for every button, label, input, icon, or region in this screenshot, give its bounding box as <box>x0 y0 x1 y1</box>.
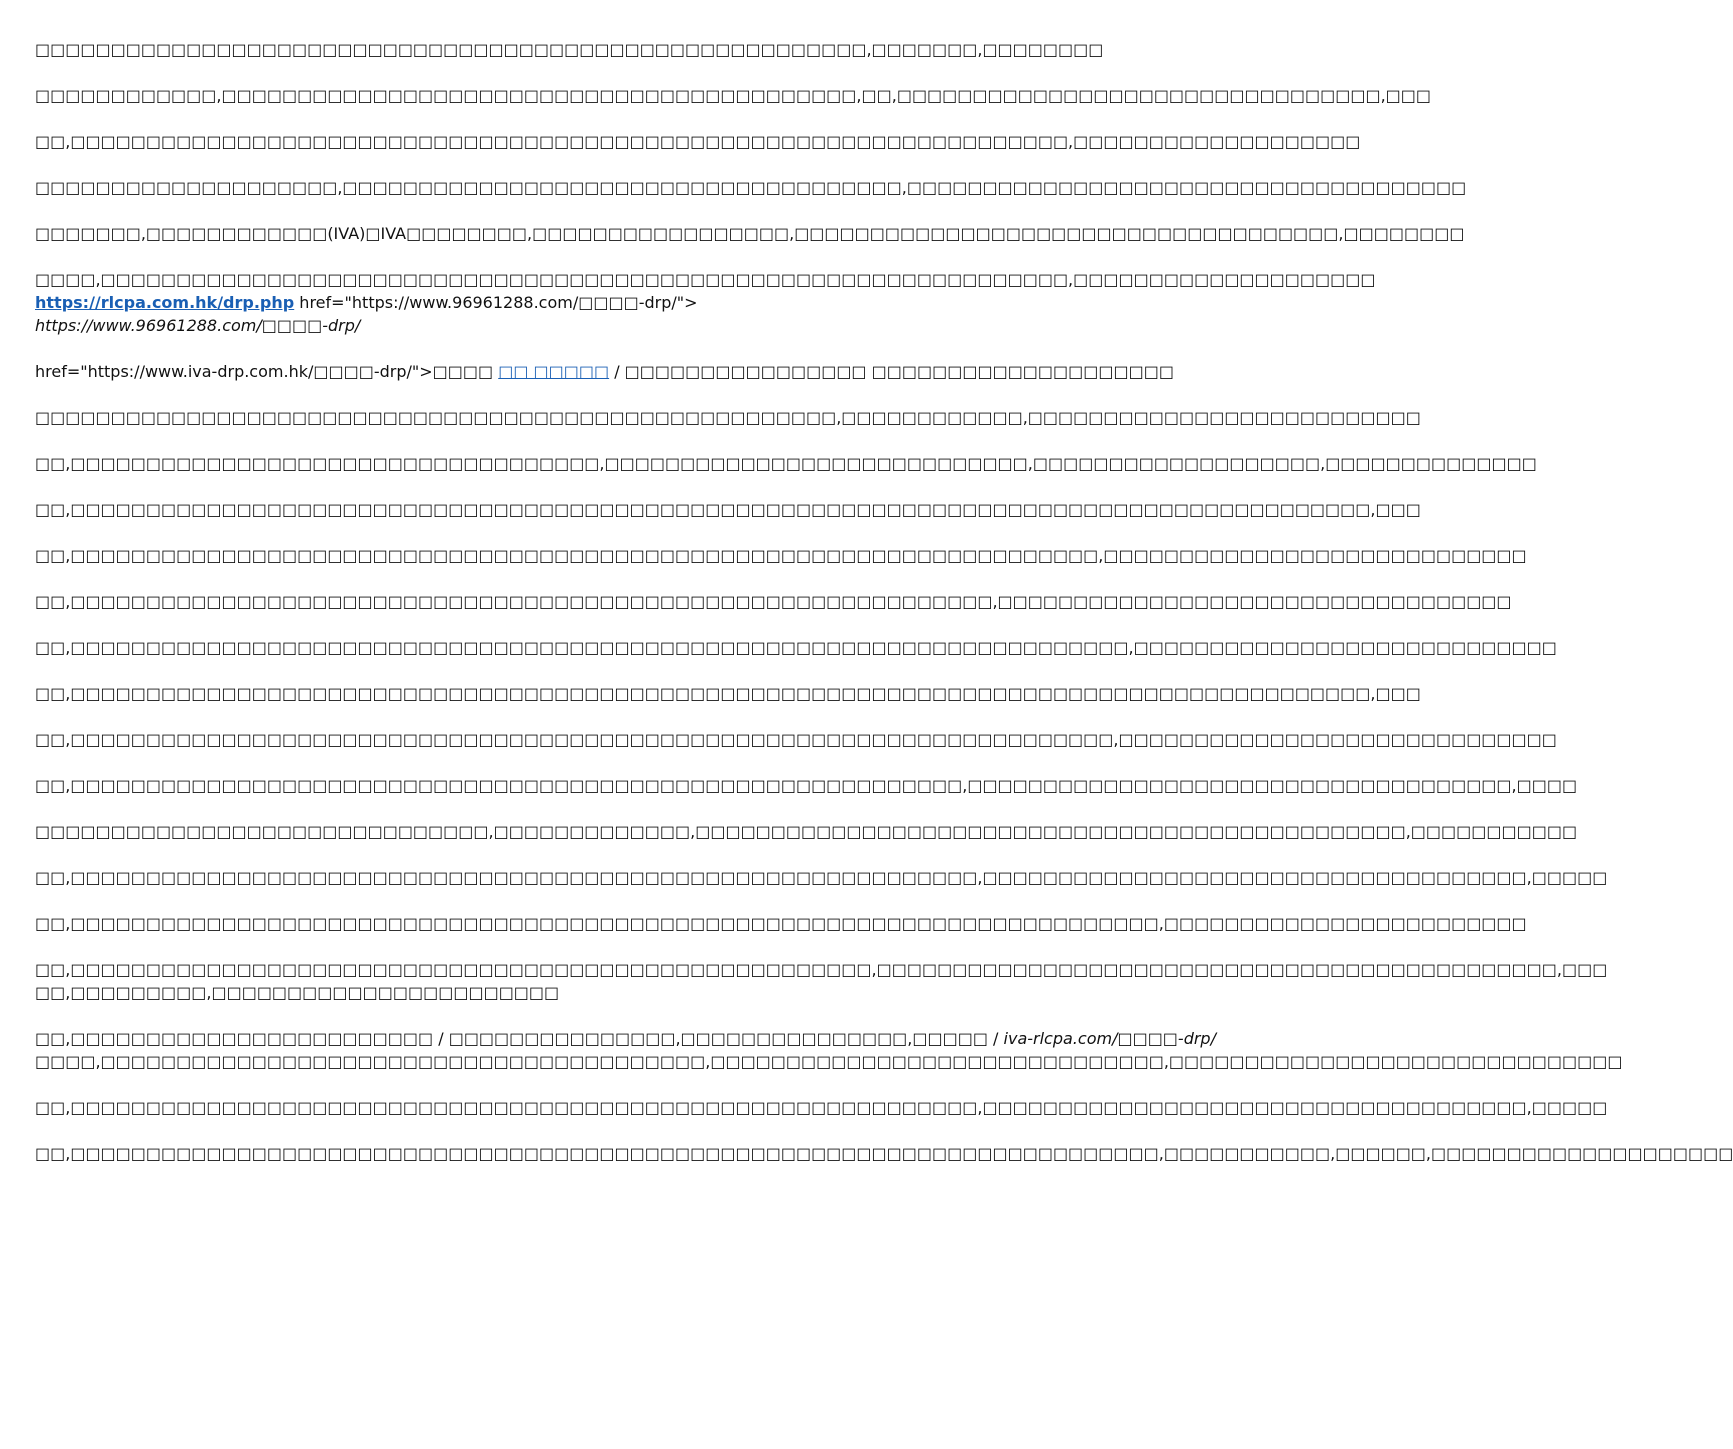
paragraph: □□□□□□□□□□□□□□□□□□□□,□□□□□□□□□□□□□□□□□□□□□□□□□□□□□□□□□□□□□,□□□□□□□□□□□□□□□□□□□□□□□□□□□□□□□□□□□□□ <box>35 178 1467 197</box>
paragraph: □□,□□□□□□□□□□□□□□□□□□□□□□□□□□□□□□□□□□□□□□□□□□□□□□□□□□□□□□□□□□□□□□□□□□□□□□□□□□□□□□□□□□□□□□,□□□ <box>35 684 1421 703</box>
line-prefix: □□,□□□□□□□□□□□□□□□□□□□□□□□□ / □□□□□□□□□□□□□□□,□□□□□□□□□□□□□□□,□□□□□ / <box>35 1029 1004 1048</box>
paragraph: □□,□□□□□□□□□□□□□□□□□□□□□□□□□□□□□□□□□□□□□□□□□□□□□□□□□□□□□□□□□□□□□□□□□□□□□□□□,□□□□□□□□□□□,□□□□□□,□□□□□□□□□□□□□□□□□□□□ <box>35 1144 1733 1163</box>
href-suffix: / □□□□□□□□□□□□□□□□ □□□□□□□□□□□□□□□□□□□□ <box>609 362 1174 381</box>
paragraph: □□,□□□□□□□□□□□□□□□□□□□□□□□□□□□□□□□□□□□□□□□□□□□□□□□□□□□□□□□□□□□,□□□□□□□□□□□□□□□□□□□□□□□□□□□□□□□□□□□□,□□□□ <box>35 776 1578 795</box>
italic-url: https://www.96961288.com/□□□□-drp/ <box>35 316 361 335</box>
paragraph: □□,□□□□□□□□□□□□□□□□□□□□□□□□□□□□□□□□□□□□□□□□□□□□□□□□□□□□□□□□□□□□□□□□□□□□,□□□□□□□□□□□□□□□□□□□□□□□□□□□□ <box>35 546 1527 565</box>
paragraph-line: □□,□□□□□□□□□,□□□□□□□□□□□□□□□□□□□□□□□ <box>35 983 560 1002</box>
paragraph: □□□□□□□,□□□□□□□□□□□□(IVA)□IVA□□□□□□□□,□□□□□□□□□□□□□□□□□,□□□□□□□□□□□□□□□□□□□□□□□□□□□□□□□□□□□□,□□□□□□□□ <box>35 224 1465 243</box>
paragraph-line <box>35 1027 1216 1050</box>
paragraph: □□,□□□□□□□□□□□□□□□□□□□□□□□□□□□□□□□□□□□□□□□□□□□□□□□□□□□□□□□□□□□□□□□□□□□□□□□□,□□□□□□□□□□□□□□□□□□□□□□□□ <box>35 914 1527 933</box>
paragraph: □□,□□□□□□□□□□□□□□□□□□□□□□□□□□□□□□□□□□□□□□□□□□□□□□□□□□□□□□□□□□□□□□□□□□□□□□,□□□□□□□□□□□□□□□□□□□□□□□□□□□□ <box>35 638 1557 657</box>
rlcpa-drp-link[interactable]: https://rlcpa.com.hk/drp.php <box>35 293 295 312</box>
inline-link[interactable]: □□ □□□□□ <box>498 362 610 381</box>
mixed-paragraph <box>35 1027 1623 1073</box>
paragraph: □□□□□□□□□□□□□□□□□□□□□□□□□□□□□□□□□□□□□□□□□□□□□□□□□□□□□□□,□□□□□□□,□□□□□□□□ <box>35 40 1104 59</box>
href-prefix: href="https://www.iva-drp.com.hk/□□□□-drp/">□□□□ <box>35 362 499 381</box>
link-paragraph <box>35 268 1376 337</box>
paragraph: □□,□□□□□□□□□□□□□□□□□□□□□□□□□□□□□□□□□□□,□□□□□□□□□□□□□□□□□□□□□□□□□□□□,□□□□□□□□□□□□□□□□□□□,□□□□□□□□□□□□□□ <box>35 454 1537 473</box>
paragraph: □□,□□□□□□□□□□□□□□□□□□□□□□□□□□□□□□□□□□□□□□□□□□□□□□□□□□□□□□□□□□□□□□□□□□□□□,□□□□□□□□□□□□□□□□□□□□□□□□□□□□□ <box>35 730 1557 749</box>
paragraph: □□□□□□□□□□□□□□□□□□□□□□□□□□□□□□□□□□□□□□□□□□□□□□□□□□□□□,□□□□□□□□□□□□,□□□□□□□□□□□□□□□□□□□□□□□□□□ <box>35 408 1421 427</box>
paragraph-line: □□,□□□□□□□□□□□□□□□□□□□□□□□□□□□□□□□□□□□□□□□□□□□□□□□□□□□□□,□□□□□□□□□□□□□□□□□□□□□□□□□□□□□□□□□□□□□□□□□□□□□,□□□ <box>35 960 1608 979</box>
paragraph: □□,□□□□□□□□□□□□□□□□□□□□□□□□□□□□□□□□□□□□□□□□□□□□□□□□□□□□□□□□□□□□,□□□□□□□□□□□□□□□□□□□□□□□□□□□□□□□□□□□□,□□□□□ <box>35 1098 1608 1117</box>
two-line-paragraph <box>35 958 1608 1004</box>
paragraph: □□,□□□□□□□□□□□□□□□□□□□□□□□□□□□□□□□□□□□□□□□□□□□□□□□□□□□□□□□□□□□□□□□□□□,□□□□□□□□□□□□□□□□□□□ <box>35 132 1361 151</box>
href-paragraph <box>35 360 1174 383</box>
paragraph: □□,□□□□□□□□□□□□□□□□□□□□□□□□□□□□□□□□□□□□□□□□□□□□□□□□□□□□□□□□□□□□,□□□□□□□□□□□□□□□□□□□□□□□□□□□□□□□□□□□□,□□□□□ <box>35 868 1608 887</box>
paragraph-line: □□□□,□□□□□□□□□□□□□□□□□□□□□□□□□□□□□□□□□□□□□□□□,□□□□□□□□□□□□□□□□□□□□□□□□□□□□□□,□□□□□□□□□□□□□□□□□□□□□□□□□□□□□□ <box>35 1052 1623 1071</box>
italic-url: iva-rlcpa.com/□□□□-drp/ <box>1003 1029 1216 1048</box>
paragraph-line: □□□□,□□□□□□□□□□□□□□□□□□□□□□□□□□□□□□□□□□□□□□□□□□□□□□□□□□□□□□□□□□□□□□□□,□□□□□□□□□□□□□□□□□□□□ <box>35 270 1376 289</box>
href-text: href="https://www.96961288.com/□□□□-drp/"> <box>294 293 698 312</box>
paragraph: □□□□□□□□□□□□□□□□□□□□□□□□□□□□□□,□□□□□□□□□□□□□,□□□□□□□□□□□□□□□□□□□□□□□□□□□□□□□□□□□□□□□□□□□□□□□,□□□□□□□□□□□ <box>35 822 1578 841</box>
paragraph: □□□□□□□□□□□□,□□□□□□□□□□□□□□□□□□□□□□□□□□□□□□□□□□□□□□□□□□,□□,□□□□□□□□□□□□□□□□□□□□□□□□□□□□□□□□,□□□ <box>35 86 1432 105</box>
paragraph: □□,□□□□□□□□□□□□□□□□□□□□□□□□□□□□□□□□□□□□□□□□□□□□□□□□□□□□□□□□□□□□□□□□□□□□□□□□□□□□□□□□□□□□□□,□□□ <box>35 500 1421 519</box>
paragraph-line <box>35 291 990 314</box>
paragraph: □□,□□□□□□□□□□□□□□□□□□□□□□□□□□□□□□□□□□□□□□□□□□□□□□□□□□□□□□□□□□□□□,□□□□□□□□□□□□□□□□□□□□□□□□□□□□□□□□□□ <box>35 592 1512 611</box>
document-body <box>35 38 1733 1188</box>
